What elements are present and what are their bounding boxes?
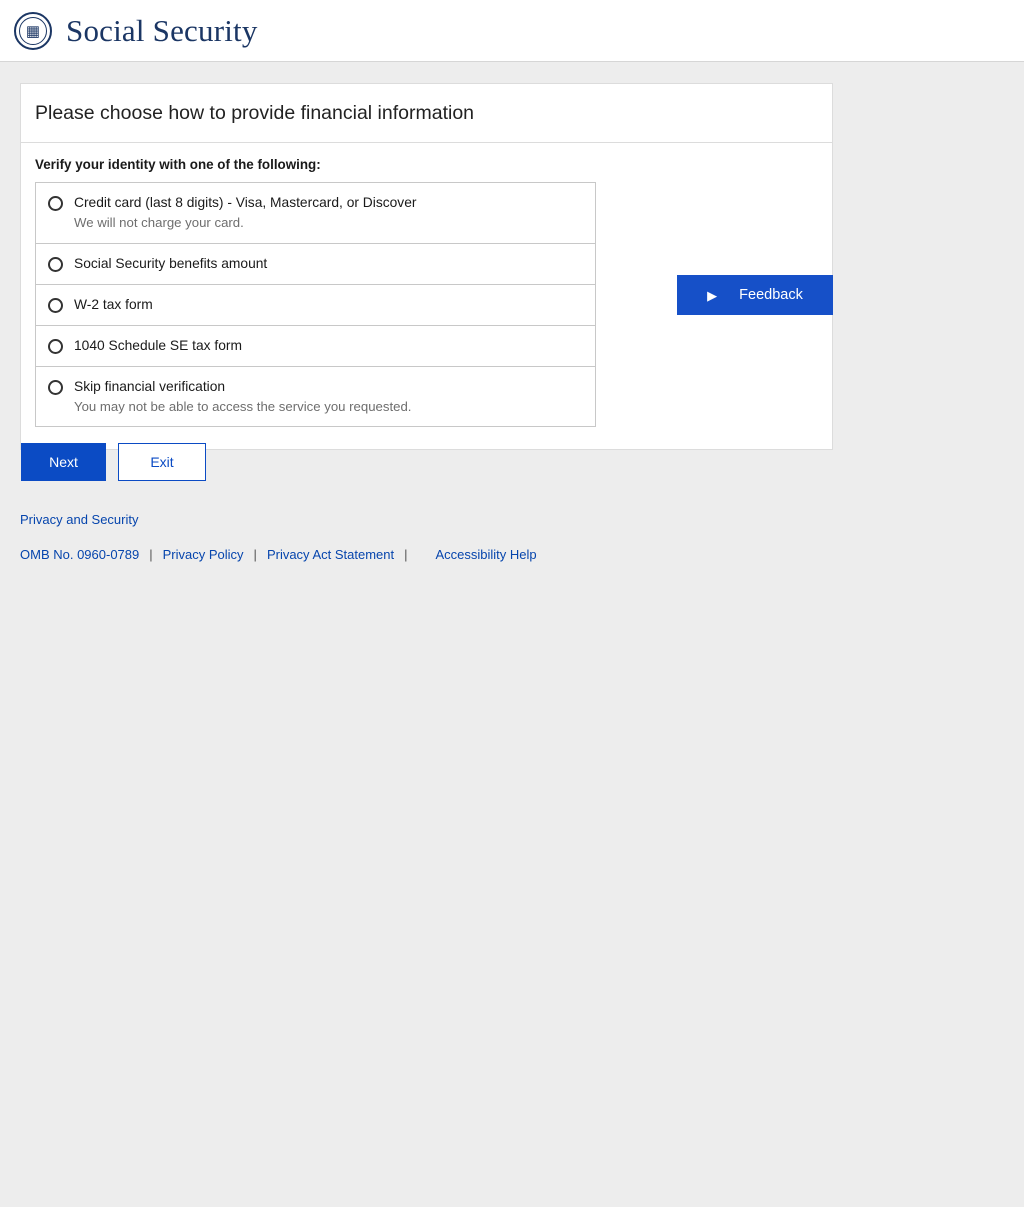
radio-label: Social Security benefits amount — [74, 255, 268, 271]
footer-separator: | — [404, 547, 408, 562]
verification-option-group — [35, 182, 596, 427]
privacy-policy-link[interactable]: Privacy Policy — [162, 547, 244, 562]
seal-eagle-glyph: ▦ — [25, 23, 41, 40]
radio-texts — [74, 378, 583, 416]
radio-group-legend: Verify your identity with one of the following: — [35, 157, 321, 172]
page-title: Please choose how to provide financial information — [35, 102, 475, 124]
radio-option-1040-schedule-se[interactable] — [36, 326, 595, 367]
radio-texts — [74, 255, 583, 273]
radio-circle-icon[interactable] — [48, 196, 63, 211]
ssa-seal-icon — [14, 12, 52, 50]
radio-circle-icon[interactable] — [48, 257, 63, 272]
site-header — [0, 0, 1024, 62]
radio-label: W-2 tax form — [74, 296, 153, 312]
card-header — [21, 84, 832, 143]
radio-label: Skip financial verification — [74, 378, 226, 394]
footer-secondary-row — [20, 547, 537, 562]
omb-number-link[interactable]: OMB No. 0960-0789 — [20, 547, 140, 562]
radio-sublabel: We will not charge your card. — [74, 215, 244, 230]
radio-option-credit-card[interactable] — [36, 183, 595, 244]
footer-separator: | — [253, 547, 257, 562]
radio-circle-icon[interactable] — [48, 339, 63, 354]
play-triangle-icon: ▶ — [707, 287, 718, 303]
form-actions — [21, 443, 206, 481]
radio-option-w2-tax-form[interactable] — [36, 285, 595, 326]
privacy-and-security-link[interactable]: Privacy and Security — [20, 512, 139, 527]
radio-label: 1040 Schedule SE tax form — [74, 337, 242, 353]
next-button[interactable]: Next — [21, 443, 106, 481]
privacy-act-statement-link[interactable]: Privacy Act Statement — [266, 547, 395, 562]
radio-circle-icon[interactable] — [48, 380, 63, 395]
financial-info-card — [20, 83, 833, 450]
radio-option-skip-verification[interactable] — [36, 367, 595, 427]
feedback-button[interactable] — [677, 275, 833, 315]
page-footer — [20, 512, 537, 562]
radio-circle-icon[interactable] — [48, 298, 63, 313]
radio-texts — [74, 337, 583, 355]
brand-title: Social Security — [66, 12, 258, 48]
exit-button[interactable]: Exit — [118, 443, 206, 481]
radio-label: Credit card (last 8 digits) - Visa, Mastercard, or Discover — [74, 195, 417, 210]
accessibility-help-link[interactable]: Accessibility Help — [435, 547, 537, 562]
radio-sublabel: You may not be able to access the service you requested. — [74, 398, 412, 414]
radio-texts — [74, 194, 583, 232]
feedback-label: Feedback — [739, 287, 803, 303]
footer-primary-row — [20, 512, 537, 527]
radio-texts — [74, 296, 583, 314]
radio-option-benefits-amount[interactable] — [36, 244, 595, 285]
footer-separator: | — [149, 547, 153, 562]
